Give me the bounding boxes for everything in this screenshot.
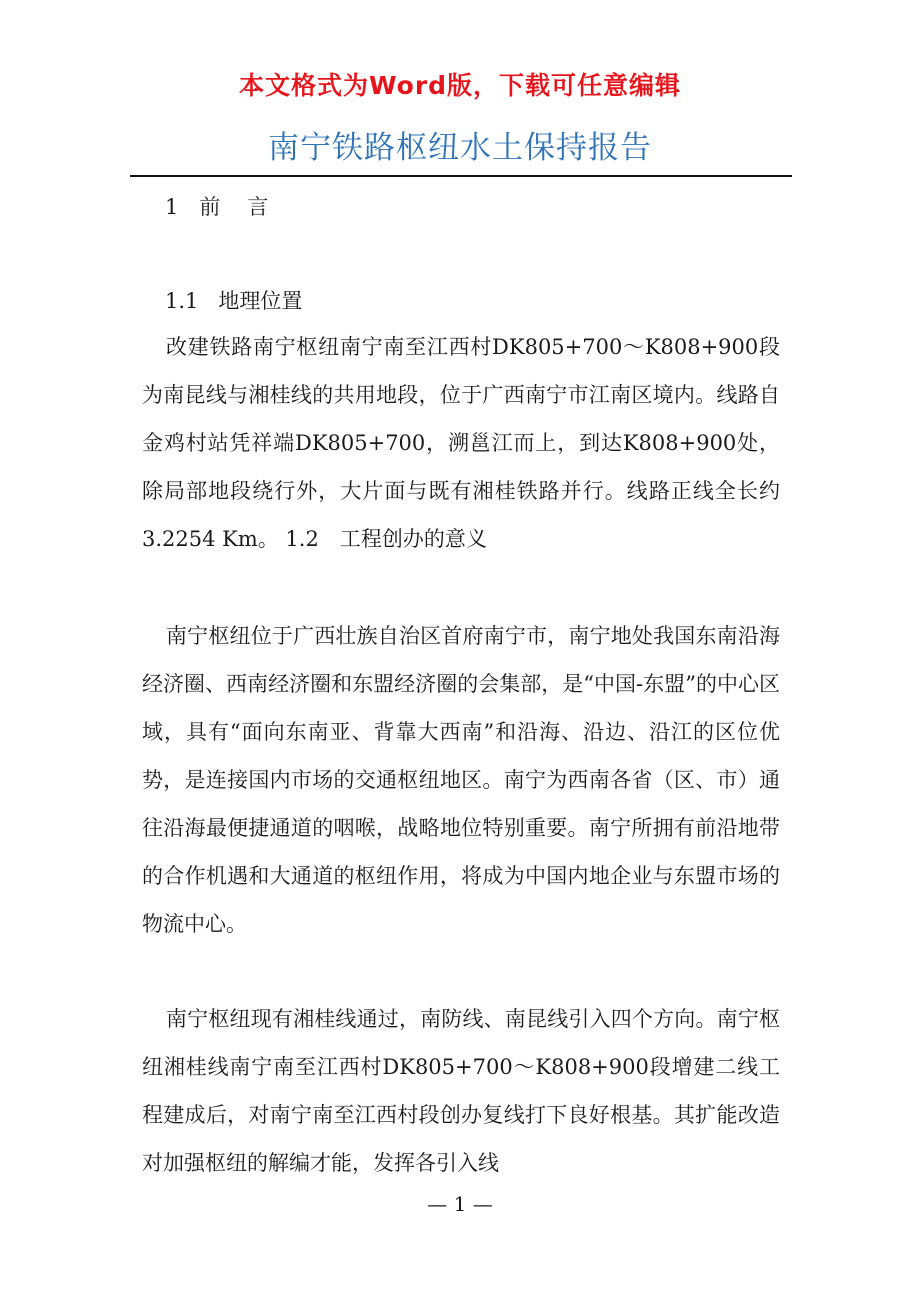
subsection-heading — [165, 277, 803, 325]
page-number: — 1 — — [427, 1192, 493, 1216]
subsection-number: 1.1 — [165, 289, 199, 313]
paragraph-location: 改建铁路南宁枢纽南宁南至江西村DK805+700～K808+900段为南昆线与湘桂线的共用地段，位于广西南宁市江南区境内。线路自金鸡村站凭祥端DK805+700，溯邕江而上，到达K808+900处，除局部地段绕行外，大片面与既有湘桂铁路并行。线路正线全长约3.2254 Km。 1.2 工程创办的意义 — [142, 335, 780, 551]
document-title: 南宁铁路枢纽水土保持报告 — [268, 130, 652, 166]
format-banner: 本文格式为Word版，下载可任意编辑 — [238, 71, 682, 100]
section-heading — [165, 183, 803, 231]
paragraph-significance: 南宁枢纽位于广西壮族自治区首府南宁市，南宁地处我国东南沿海经济圈、西南经济圈和东盟经济圈的会集部，是“中国-东盟”的中心区域，具有“面向东南亚、背靠大西南”和沿海、沿边、沿江的区位优势，是连接国内市场的交通枢纽地区。南宁为西南各省（区、市）通往沿海最便捷通道的咽喉，战略地位特别重要。南宁所拥有前沿地带的合作机遇和大通道的枢纽作用，将成为中国内地企业与东盟市场的物流中心。 — [142, 624, 780, 936]
section-heading-part2: 言 — [247, 195, 272, 219]
title-divider — [130, 175, 792, 177]
section-number: 1 — [165, 195, 182, 219]
section-heading-part1: 前 — [199, 195, 224, 219]
subsection-heading-text: 地理位置 — [218, 289, 303, 313]
paragraph-hub-lines: 南宁枢纽现有湘桂线通过，南防线、南昆线引入四个方向。南宁枢纽湘桂线南宁南至江西村DK805+700～K808+900段增建二线工程建成后，对南宁南至江西村段创办复线打下良好根基。其扩能改造对加强枢纽的解编才能，发挥各引入线 — [142, 1007, 780, 1175]
